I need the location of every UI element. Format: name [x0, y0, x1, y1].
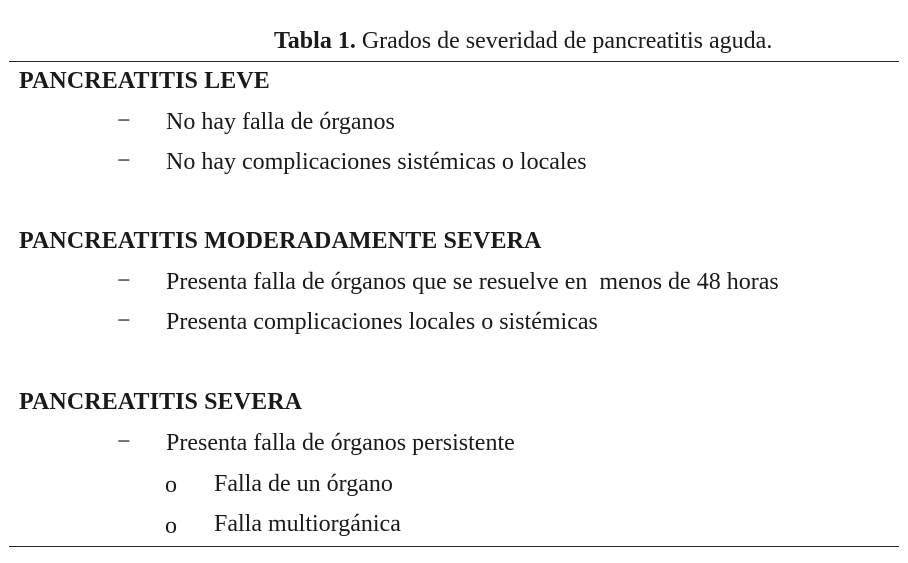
- list-item: No hay falla de órganos: [166, 109, 395, 135]
- bottom-rule: [9, 546, 899, 547]
- dash-bullet: −: [117, 268, 131, 294]
- sub-list-item: Falla multiorgánica: [214, 511, 401, 537]
- circle-bullet: o: [165, 513, 177, 539]
- dash-bullet: −: [117, 429, 131, 455]
- dash-bullet: −: [117, 108, 131, 134]
- table-caption: [274, 28, 772, 55]
- list-item: No hay complicaciones sistémicas o locales: [166, 149, 587, 175]
- table-caption-text: Grados de severidad de pancreatitis aguda.: [355, 28, 773, 54]
- list-item: Presenta falla de órganos persistente: [166, 430, 515, 456]
- sub-list-item: Falla de un órgano: [214, 471, 393, 497]
- section-title-severa: PANCREATITIS SEVERA: [19, 389, 303, 415]
- circle-bullet: o: [165, 472, 177, 498]
- list-item: Presenta falla de órganos que se resuelve en menos de 48 horas: [166, 269, 779, 295]
- section-title-moderadamente-severa: PANCREATITIS MODERADAMENTE SEVERA: [19, 228, 542, 254]
- dash-bullet: −: [117, 308, 131, 334]
- section-title-leve: PANCREATITIS LEVE: [19, 68, 270, 94]
- top-rule: [9, 61, 899, 62]
- list-item: Presenta complicaciones locales o sistémicas: [166, 309, 598, 335]
- dash-bullet: −: [117, 148, 131, 174]
- table-caption-label: Tabla 1.: [274, 28, 356, 54]
